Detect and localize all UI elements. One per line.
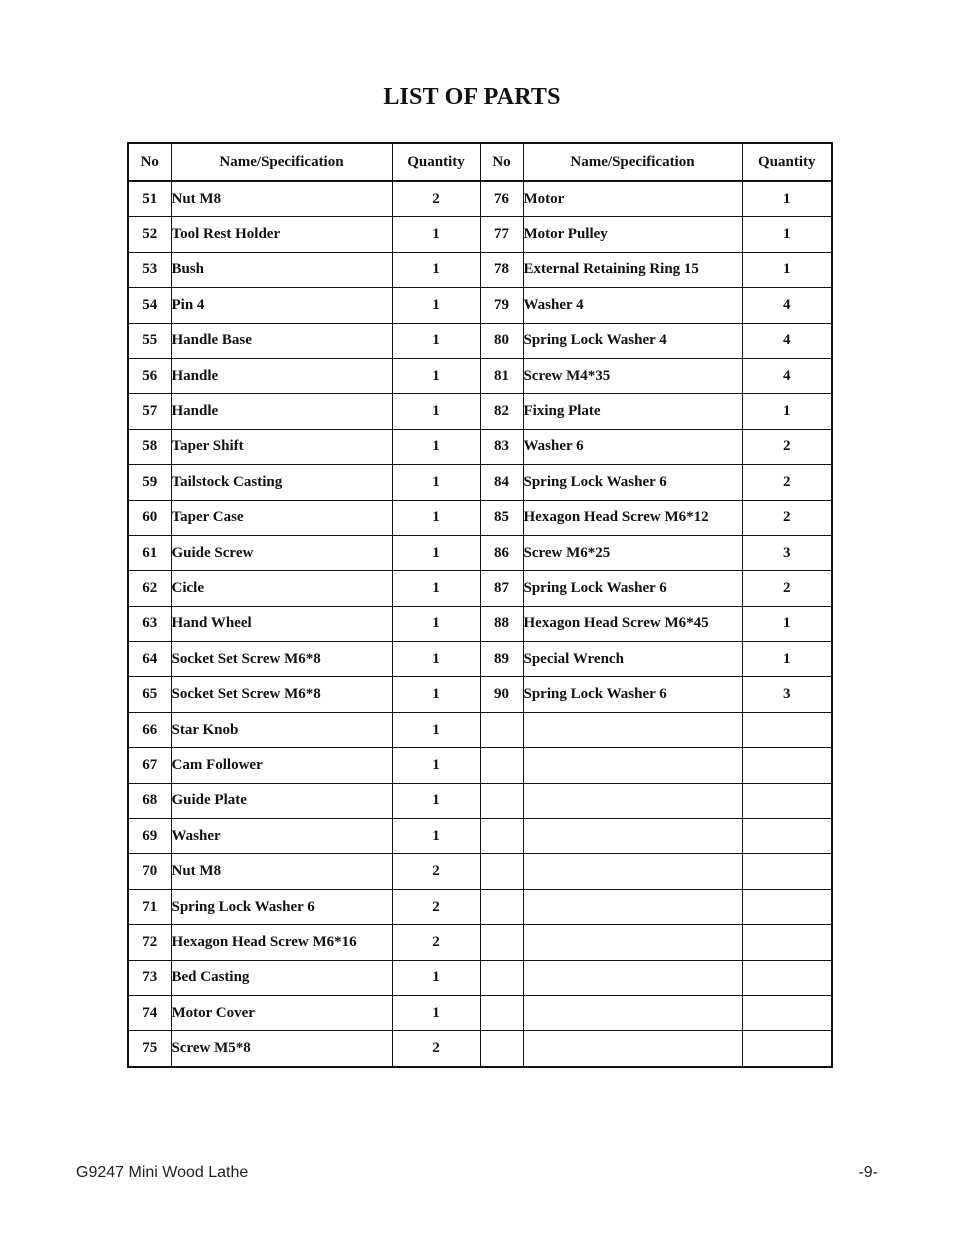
header-name-left: Name/Specification <box>171 143 392 181</box>
cell-name <box>523 1031 742 1067</box>
header-name-right: Name/Specification <box>523 143 742 181</box>
cell-name: External Retaining Ring 15 <box>523 252 742 287</box>
cell-name: Socket Set Screw M6*8 <box>171 677 392 712</box>
cell-quantity: 1 <box>392 677 480 712</box>
cell-name: Taper Shift <box>171 429 392 464</box>
cell-quantity: 1 <box>392 500 480 535</box>
table-row <box>128 712 832 747</box>
cell-no <box>480 960 523 995</box>
page-title: LIST OF PARTS <box>383 84 561 110</box>
cell-name <box>523 889 742 924</box>
cell-quantity: 1 <box>392 783 480 818</box>
cell-quantity: 1 <box>392 571 480 606</box>
cell-quantity: 4 <box>742 358 832 393</box>
cell-quantity: 1 <box>392 960 480 995</box>
cell-no: 84 <box>480 465 523 500</box>
table-row <box>128 677 832 712</box>
cell-quantity: 2 <box>742 571 832 606</box>
cell-name: Spring Lock Washer 6 <box>523 677 742 712</box>
cell-no <box>480 995 523 1030</box>
cell-quantity <box>742 748 832 783</box>
cell-quantity: 3 <box>742 677 832 712</box>
cell-name: Hexagon Head Screw M6*12 <box>523 500 742 535</box>
cell-quantity: 2 <box>392 889 480 924</box>
cell-name: Nut M8 <box>171 854 392 889</box>
cell-name: Taper Case <box>171 500 392 535</box>
cell-name: Guide Screw <box>171 535 392 570</box>
table-row <box>128 1031 832 1067</box>
cell-quantity: 2 <box>742 500 832 535</box>
table-header-row <box>128 143 832 181</box>
cell-no: 72 <box>128 925 171 960</box>
cell-name <box>523 819 742 854</box>
cell-no: 56 <box>128 358 171 393</box>
cell-name: Cicle <box>171 571 392 606</box>
cell-name: Washer 4 <box>523 288 742 323</box>
cell-name: Bush <box>171 252 392 287</box>
cell-no: 61 <box>128 535 171 570</box>
cell-quantity: 4 <box>742 323 832 358</box>
cell-quantity: 1 <box>392 748 480 783</box>
cell-quantity: 3 <box>742 535 832 570</box>
cell-name <box>523 925 742 960</box>
cell-name: Fixing Plate <box>523 394 742 429</box>
cell-name: Handle Base <box>171 323 392 358</box>
cell-no: 53 <box>128 252 171 287</box>
cell-quantity <box>742 854 832 889</box>
cell-no <box>480 925 523 960</box>
cell-name: Spring Lock Washer 6 <box>523 571 742 606</box>
cell-quantity: 1 <box>392 394 480 429</box>
table-row <box>128 358 832 393</box>
cell-no: 55 <box>128 323 171 358</box>
cell-no: 65 <box>128 677 171 712</box>
table-row <box>128 571 832 606</box>
cell-name: Spring Lock Washer 4 <box>523 323 742 358</box>
cell-no: 51 <box>128 181 171 217</box>
cell-quantity <box>742 1031 832 1067</box>
table-row <box>128 783 832 818</box>
table-row <box>128 535 832 570</box>
cell-name: Pin 4 <box>171 288 392 323</box>
cell-quantity <box>742 712 832 747</box>
cell-no: 83 <box>480 429 523 464</box>
cell-quantity: 1 <box>392 606 480 641</box>
cell-name: Motor <box>523 181 742 217</box>
cell-no: 74 <box>128 995 171 1030</box>
cell-no: 88 <box>480 606 523 641</box>
cell-no: 66 <box>128 712 171 747</box>
cell-name: Screw M5*8 <box>171 1031 392 1067</box>
cell-quantity: 1 <box>742 252 832 287</box>
cell-quantity: 1 <box>742 181 832 217</box>
header-no-right: No <box>480 143 523 181</box>
cell-no: 85 <box>480 500 523 535</box>
cell-no: 71 <box>128 889 171 924</box>
cell-quantity: 2 <box>392 181 480 217</box>
cell-name <box>523 748 742 783</box>
cell-quantity: 1 <box>392 288 480 323</box>
cell-name <box>523 995 742 1030</box>
cell-no: 70 <box>128 854 171 889</box>
cell-no: 80 <box>480 323 523 358</box>
table-row <box>128 465 832 500</box>
cell-no: 58 <box>128 429 171 464</box>
cell-no: 82 <box>480 394 523 429</box>
header-quantity-left: Quantity <box>392 143 480 181</box>
cell-no: 79 <box>480 288 523 323</box>
cell-quantity <box>742 819 832 854</box>
cell-no: 73 <box>128 960 171 995</box>
cell-quantity <box>742 783 832 818</box>
cell-name: Washer 6 <box>523 429 742 464</box>
cell-no: 78 <box>480 252 523 287</box>
cell-no: 60 <box>128 500 171 535</box>
table-row <box>128 642 832 677</box>
table-row <box>128 217 832 252</box>
cell-quantity: 1 <box>392 642 480 677</box>
cell-no: 81 <box>480 358 523 393</box>
cell-name: Tool Rest Holder <box>171 217 392 252</box>
cell-no <box>480 712 523 747</box>
table-row <box>128 429 832 464</box>
cell-quantity: 2 <box>742 465 832 500</box>
cell-quantity: 1 <box>392 217 480 252</box>
cell-no <box>480 1031 523 1067</box>
table-row <box>128 181 832 217</box>
cell-name: Motor Pulley <box>523 217 742 252</box>
header-quantity-right: Quantity <box>742 143 832 181</box>
cell-quantity: 2 <box>392 1031 480 1067</box>
cell-no: 87 <box>480 571 523 606</box>
table-row <box>128 889 832 924</box>
cell-name: Socket Set Screw M6*8 <box>171 642 392 677</box>
cell-name: Hexagon Head Screw M6*45 <box>523 606 742 641</box>
table-row <box>128 925 832 960</box>
cell-no <box>480 783 523 818</box>
cell-no: 76 <box>480 181 523 217</box>
footer-page-number: -9- <box>858 1164 878 1181</box>
cell-quantity: 1 <box>742 606 832 641</box>
cell-no: 89 <box>480 642 523 677</box>
parts-table <box>127 142 833 1068</box>
cell-quantity: 1 <box>742 394 832 429</box>
cell-no: 90 <box>480 677 523 712</box>
cell-no: 75 <box>128 1031 171 1067</box>
cell-no: 64 <box>128 642 171 677</box>
table-row <box>128 819 832 854</box>
cell-quantity <box>742 995 832 1030</box>
cell-name: Spring Lock Washer 6 <box>171 889 392 924</box>
cell-quantity: 1 <box>392 535 480 570</box>
cell-quantity: 1 <box>392 252 480 287</box>
cell-no: 54 <box>128 288 171 323</box>
cell-quantity: 1 <box>392 429 480 464</box>
cell-name: Screw M6*25 <box>523 535 742 570</box>
cell-quantity: 2 <box>392 854 480 889</box>
cell-quantity: 2 <box>392 925 480 960</box>
cell-quantity: 1 <box>392 465 480 500</box>
cell-name <box>523 960 742 995</box>
cell-quantity: 1 <box>392 712 480 747</box>
table-row <box>128 500 832 535</box>
table-row <box>128 854 832 889</box>
cell-name <box>523 854 742 889</box>
cell-name: Cam Follower <box>171 748 392 783</box>
cell-name: Hand Wheel <box>171 606 392 641</box>
cell-quantity: 2 <box>742 429 832 464</box>
table-row <box>128 323 832 358</box>
table-row <box>128 960 832 995</box>
footer-document-name: G9247 Mini Wood Lathe <box>76 1164 249 1181</box>
header-no-left: No <box>128 143 171 181</box>
cell-name: Handle <box>171 358 392 393</box>
cell-name: Hexagon Head Screw M6*16 <box>171 925 392 960</box>
table-row <box>128 995 832 1030</box>
cell-quantity <box>742 925 832 960</box>
cell-no: 59 <box>128 465 171 500</box>
cell-quantity: 1 <box>392 995 480 1030</box>
cell-no <box>480 748 523 783</box>
cell-no: 57 <box>128 394 171 429</box>
cell-name: Screw M4*35 <box>523 358 742 393</box>
cell-quantity: 1 <box>742 217 832 252</box>
cell-no: 62 <box>128 571 171 606</box>
cell-no: 67 <box>128 748 171 783</box>
cell-name: Nut M8 <box>171 181 392 217</box>
cell-quantity: 4 <box>742 288 832 323</box>
table-row <box>128 252 832 287</box>
cell-quantity: 1 <box>742 642 832 677</box>
cell-quantity <box>742 889 832 924</box>
cell-name: Motor Cover <box>171 995 392 1030</box>
cell-quantity: 1 <box>392 323 480 358</box>
table-row <box>128 606 832 641</box>
cell-name: Spring Lock Washer 6 <box>523 465 742 500</box>
cell-quantity: 1 <box>392 358 480 393</box>
cell-quantity: 1 <box>392 819 480 854</box>
table-row <box>128 288 832 323</box>
cell-no <box>480 889 523 924</box>
cell-name: Handle <box>171 394 392 429</box>
cell-no: 68 <box>128 783 171 818</box>
cell-no <box>480 819 523 854</box>
cell-name: Washer <box>171 819 392 854</box>
table-body <box>128 181 832 1067</box>
cell-name <box>523 712 742 747</box>
cell-name: Star Knob <box>171 712 392 747</box>
table-row <box>128 748 832 783</box>
cell-no: 77 <box>480 217 523 252</box>
cell-name: Special Wrench <box>523 642 742 677</box>
cell-no: 52 <box>128 217 171 252</box>
cell-name: Bed Casting <box>171 960 392 995</box>
cell-no <box>480 854 523 889</box>
cell-name <box>523 783 742 818</box>
cell-no: 63 <box>128 606 171 641</box>
cell-no: 69 <box>128 819 171 854</box>
table-row <box>128 394 832 429</box>
cell-name: Guide Plate <box>171 783 392 818</box>
cell-no: 86 <box>480 535 523 570</box>
cell-name: Tailstock Casting <box>171 465 392 500</box>
cell-quantity <box>742 960 832 995</box>
